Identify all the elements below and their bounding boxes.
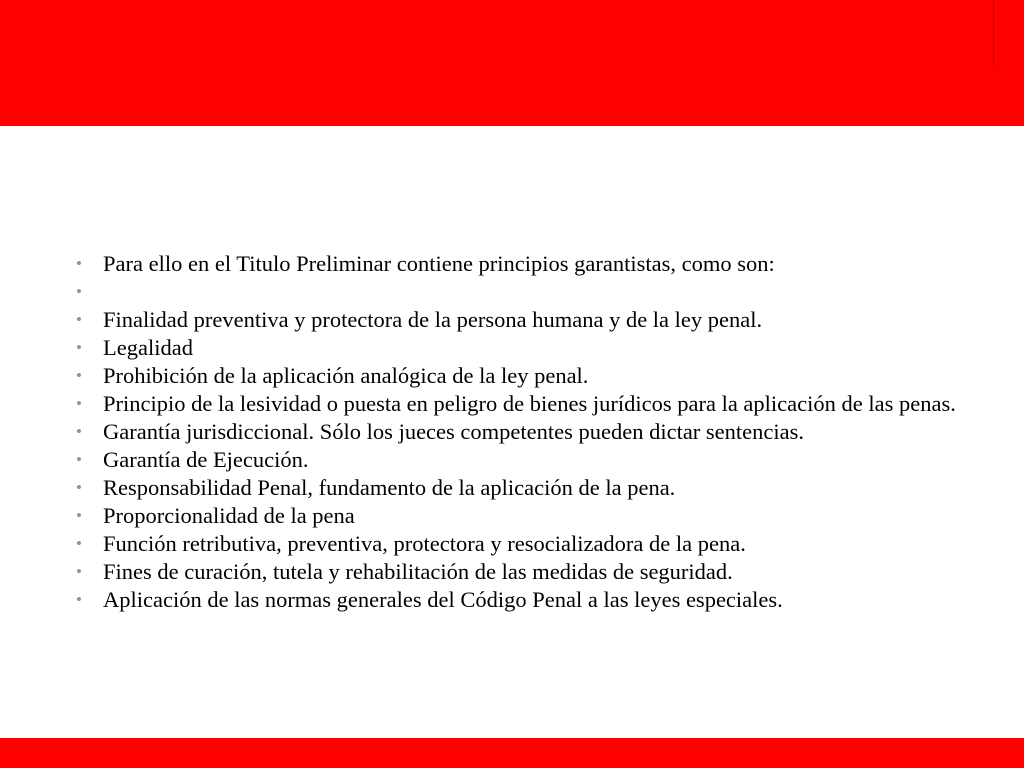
list-item-text: Aplicación de las normas generales del Código Penal a las leyes especiales. — [103, 587, 783, 612]
list-item-text: Para ello en el Titulo Preliminar contiene principios garantistas, como son: — [103, 251, 775, 276]
list-item-text: Finalidad preventiva y protectora de la persona humana y de la ley penal. — [103, 307, 763, 332]
footer-band — [0, 738, 1024, 768]
bullet-icon: • — [76, 254, 82, 273]
header-band — [0, 0, 1024, 126]
bullet-icon: • — [76, 534, 82, 553]
bullet-icon: • — [76, 562, 82, 581]
list-item — [76, 448, 976, 471]
list-item — [76, 588, 976, 611]
list-item-text: Responsabilidad Penal, fundamento de la aplicación de la pena. — [103, 475, 676, 500]
list-item — [76, 504, 976, 527]
list-item-text: Fines de curación, tutela y rehabilitación de las medidas de seguridad. — [103, 559, 733, 584]
list-item-text: Prohibición de la aplicación analógica de la ley penal. — [103, 363, 589, 388]
list-item — [76, 392, 976, 415]
bullet-icon: • — [76, 506, 82, 525]
principles-bullet-list — [76, 252, 976, 616]
bullet-icon: • — [76, 310, 82, 329]
header-divider-line — [993, 0, 994, 66]
list-item — [76, 420, 976, 443]
bullet-icon: • — [76, 366, 82, 385]
list-item-text: Principio de la lesividad o puesta en peligro de bienes jurídicos para la aplicación de las penas. — [103, 391, 956, 416]
list-item — [76, 532, 976, 555]
bullet-icon: • — [76, 282, 82, 301]
list-item — [76, 476, 976, 499]
list-item — [76, 336, 976, 359]
list-item — [76, 364, 976, 387]
list-item — [76, 280, 976, 303]
list-item-text: Función retributiva, preventiva, protectora y resocializadora de la pena. — [103, 531, 746, 556]
list-item-text: Legalidad — [103, 335, 193, 360]
bullet-icon: • — [76, 394, 82, 413]
bullet-icon: • — [76, 422, 82, 441]
list-item — [76, 560, 976, 583]
list-item-text: Proporcionalidad de la pena — [103, 503, 355, 528]
list-item-text: Garantía jurisdiccional. Sólo los jueces competentes pueden dictar sentencias. — [103, 419, 805, 444]
bullet-icon: • — [76, 338, 82, 357]
bullet-icon: • — [76, 590, 82, 609]
bullet-icon: • — [76, 478, 82, 497]
bullet-icon: • — [76, 450, 82, 469]
list-item — [76, 252, 976, 275]
list-item — [76, 308, 976, 331]
list-item-text: Garantía de Ejecución. — [103, 447, 309, 472]
